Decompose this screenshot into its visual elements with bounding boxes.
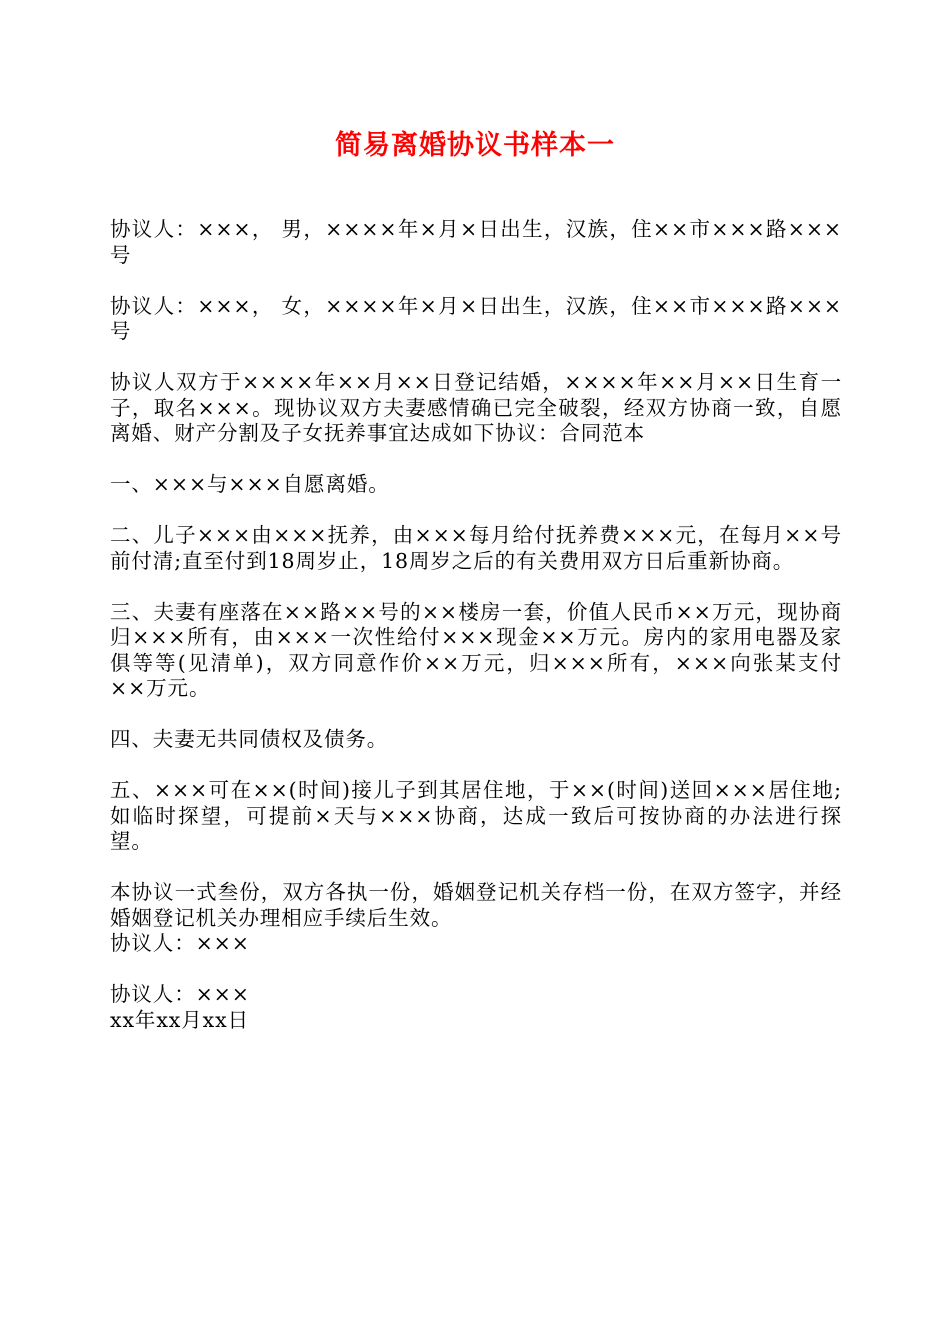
effectiveness-paragraph: 本协议一式叁份，双方各执一份，婚姻登记机关存档一份，在双方签字，并经婚姻登记机关办理相应手续后生效。 bbox=[110, 880, 842, 930]
clause-three: 三、夫妻有座落在××路××号的××楼房一套，价值人民币××万元，现协商归×××所有，由×××一次性给付×××现金××万元。房内的家用电器及家俱等等(见清单)，双方同意作价××万元，归×××所有，×××向张某支付××万元。 bbox=[110, 599, 842, 700]
signature-line-one: 协议人：××× bbox=[110, 931, 250, 955]
party-two-paragraph: 协议人：×××， 女，××××年×月×日出生，汉族，住××市×××路×××号 bbox=[110, 293, 842, 343]
document-title: 简易离婚协议书样本一 bbox=[335, 130, 615, 161]
clause-one: 一、×××与×××自愿离婚。 bbox=[110, 472, 390, 496]
clause-four: 四、夫妻无共同债权及债务。 bbox=[110, 727, 389, 751]
party-one-paragraph: 协议人：×××， 男，××××年×月×日出生，汉族，住××市×××路×××号 bbox=[110, 217, 842, 267]
preamble-paragraph: 协议人双方于××××年××月××日登记结婚，××××年××月××日生育一子，取名×××。现协议双方夫妻感情确已完全破裂，经双方协商一致，自愿离婚、财产分割及子女抚养事宜达成如下协议：合同范本 bbox=[110, 370, 842, 445]
clause-two: 二、儿子×××由×××抚养，由×××每月给付抚养费×××元，在每月××号前付清;直至付到18周岁止，18周岁之后的有关费用双方日后重新协商。 bbox=[110, 523, 842, 573]
document-body bbox=[110, 217, 842, 1033]
clause-five: 五、×××可在××(时间)接儿子到其居住地，于××(时间)送回×××居住地;如临时探望，可提前×天与×××协商，达成一致后可按协商的办法进行探望。 bbox=[110, 778, 842, 853]
signature-line-two: 协议人：××× bbox=[110, 982, 250, 1006]
date-line: xx年xx月xx日 bbox=[110, 1007, 249, 1032]
